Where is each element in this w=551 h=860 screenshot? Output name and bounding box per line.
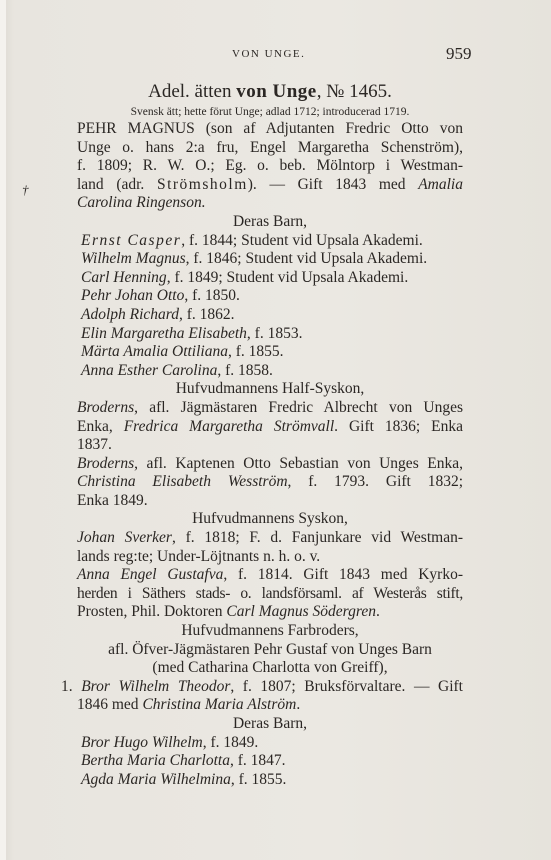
text-line: afl. Öfver-Jägmästaren Pehr Gustaf von Unges Barn [108, 640, 432, 658]
text-line: 1837. [77, 436, 112, 454]
page-number: 959 [446, 44, 472, 63]
child-entry: Märta Amalia Ottiliana, f. 1855. [81, 343, 284, 361]
text-line: Prosten, Phil. Doktoren Carl Magnus Södergren. [77, 603, 380, 621]
text-line: land (adr. Strömsholm). — Gift 1843 med Amalia [77, 175, 463, 193]
text-line: Enka 1849. [77, 491, 148, 509]
child-entry: Adolph Richard, f. 1862. [81, 305, 235, 323]
text-line: Unge o. hans 2:a fru, Engel Margaretha Schenström), [77, 138, 463, 156]
family-subtitle: Svensk ätt; hette förut Unge; adlad 1712; introducerad 1719. [130, 106, 410, 118]
text-line: Broderns, afl. Jägmästaren Fredric Albrecht von Unges [77, 398, 463, 416]
family-name: von Unge [236, 81, 317, 102]
child-entry: Anna Esther Carolina, f. 1858. [81, 361, 273, 379]
section-heading: Deras Barn, [232, 715, 308, 732]
text-line: PEHR MAGNUS (son af Adjutanten Fredric Otto von [77, 120, 463, 137]
text-line: lands reg:te; Under-Löjtnants n. h. o. v. [77, 547, 321, 565]
margin-mark: † [22, 182, 29, 197]
child-entry: Pehr Johan Otto, f. 1850. [81, 287, 240, 305]
family-title: Adel. ätten von Unge, № 1465. [148, 81, 392, 102]
running-title: VON UNGE. [232, 48, 306, 60]
text-line: (med Catharina Charlotta von Greiff), [152, 659, 388, 677]
text-line: herden i Säthers stads- o. landsförsaml. af Westerås stift, [77, 584, 463, 602]
page-edge [0, 0, 6, 860]
genealogy-entry [61, 80, 464, 789]
text-line: 1. Bror Wilhelm Theodor, f. 1807; Bruksförvaltare. — Gift [61, 677, 463, 695]
section-heading: Hufvudmannens Syskon, [192, 510, 348, 528]
child-entry: Wilhelm Magnus, f. 1846; Student vid Upsala Akademi. [81, 250, 428, 268]
text-line: Anna Engel Gustafva, f. 1814. Gift 1843 med Kyrko- [77, 566, 463, 584]
child-entry: Elin Margaretha Elisabeth, f. 1853. [81, 324, 303, 342]
child-entry: Ernst Casper, f. 1844; Student vid Upsala Akademi. [81, 231, 423, 249]
section-heading: Deras Barn, [232, 212, 308, 230]
child-entry: Agda Maria Wilhelmina, f. 1855. [81, 770, 287, 788]
text-line: Johan Sverker, f. 1818; F. d. Fanjunkare vid Westman- [77, 529, 463, 547]
text-line: f. 1809; R. W. O.; Eg. o. beb. Mölntorp i Westman- [77, 157, 463, 175]
text-line: Christina Elisabeth Wesström, f. 1793. Gift 1832; [77, 473, 464, 491]
section-heading: Hufvudmannens Farbroders, [181, 622, 359, 640]
section-heading: Hufvudmannens Half-Syskon, [175, 380, 365, 398]
text-line: 1846 med Christina Maria Alström. [77, 696, 301, 714]
child-entry: Bertha Maria Charlotta, f. 1847. [81, 752, 286, 770]
child-entry: Carl Henning, f. 1849; Student vid Upsala Akademi. [81, 268, 409, 286]
text-line: Broderns, afl. Kaptenen Otto Sebastian von Unges Enka, [77, 454, 463, 472]
running-header [0, 44, 551, 68]
text-line: Enka, Fredrica Margaretha Strömvall. Gift 1836; Enka [77, 417, 464, 435]
child-entry: Bror Hugo Wilhelm, f. 1849. [81, 733, 259, 751]
text-line: Carolina Ringenson. [77, 194, 206, 212]
